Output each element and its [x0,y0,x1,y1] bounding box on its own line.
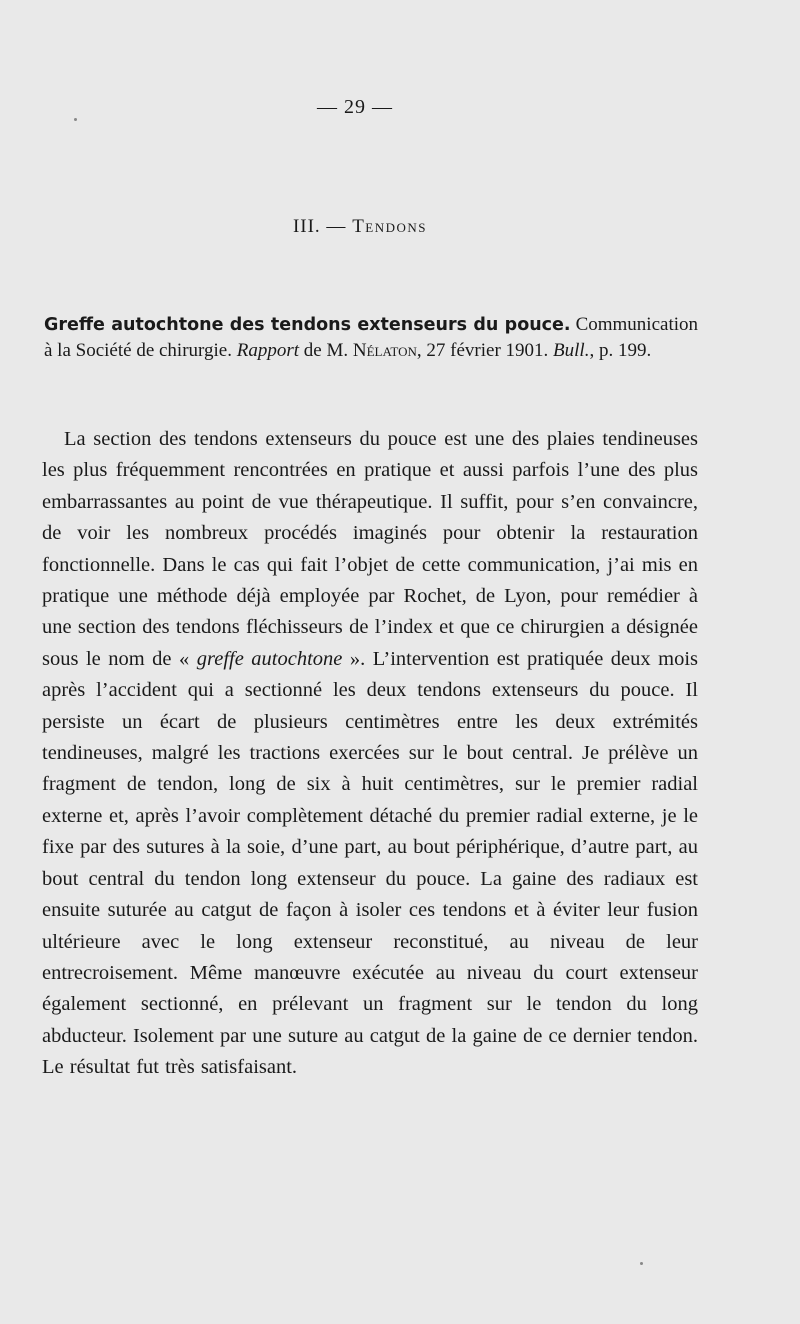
citation-rapport: Rapport [236,340,300,361]
citation-text: Communication à la Société de chirurgie. [44,314,699,361]
section-title: Tendons [352,216,428,237]
body-text: La section des tendons extenseurs du pouce est une des plaies tendineuses les plus fréquemment rencontrées en pratique et aussi parfois l’une des plus embarrassantes au point de vue thérapeutique. Il suffit, pour s’en convaincre, de voir les nombreux procédés imaginés pour obtenir la restauration fonctionnelle. Dans le cas qui fait l’objet de cette communication, j’ai mis en pratique une méthode déjà employée par Rochet, de Lyon, pour remédier à une section des tendons fléchisseurs de l’index et que ce chirurgien a désignée sous le nom de « [42,428,698,670]
paper-speck [640,1262,643,1265]
page-number: — 29 — [317,96,393,118]
section-heading [0,216,720,238]
citation-bulletin: Bull. [553,340,590,361]
citation-title: Greffe autochtone des tendons extenseurs du pouce. [44,315,571,335]
body-paragraph [42,424,698,1084]
bibliographic-citation [44,312,698,364]
citation-author: Nélaton [352,340,417,361]
section-numeral: III. — [292,216,353,237]
citation-text: , 27 février 1901. [416,340,554,361]
citation-text: de M. [299,340,353,361]
body-emphasis: greffe autochtone [196,647,343,670]
body-text: ». L’intervention est pratiquée deux mois après l’accident qui a sectionné les deux tendons extenseurs du pouce. Il persiste un écart de plusieurs centimètres entre les deux extrémités tendineuses, malgré les tractions exercées sur le bout central. Je prélève un fragment de tendon, long de six à huit centimètres, sur le premier radial externe et, après l’avoir complètement détaché du premier radial externe, je le fixe par des sutures à la soie, d’une part, au bout périphérique, d’autre part, au bout central du tendon long extenseur du pouce. La gaine des radiaux est ensuite suturée au catgut de façon à isoler ces tendons et à éviter leur fusion ultérieure avec le long extenseur reconstitué, au niveau de leur entrecroisement. Même manœuvre exécutée au niveau du court extenseur également sectionné, en prélevant un fragment sur le tendon du long abducteur. Isolement par une suture au catgut de la gaine de ce dernier tendon. Le résultat fut très satisfaisant. [42,647,698,1079]
citation-text: , p. 199. [589,340,652,361]
